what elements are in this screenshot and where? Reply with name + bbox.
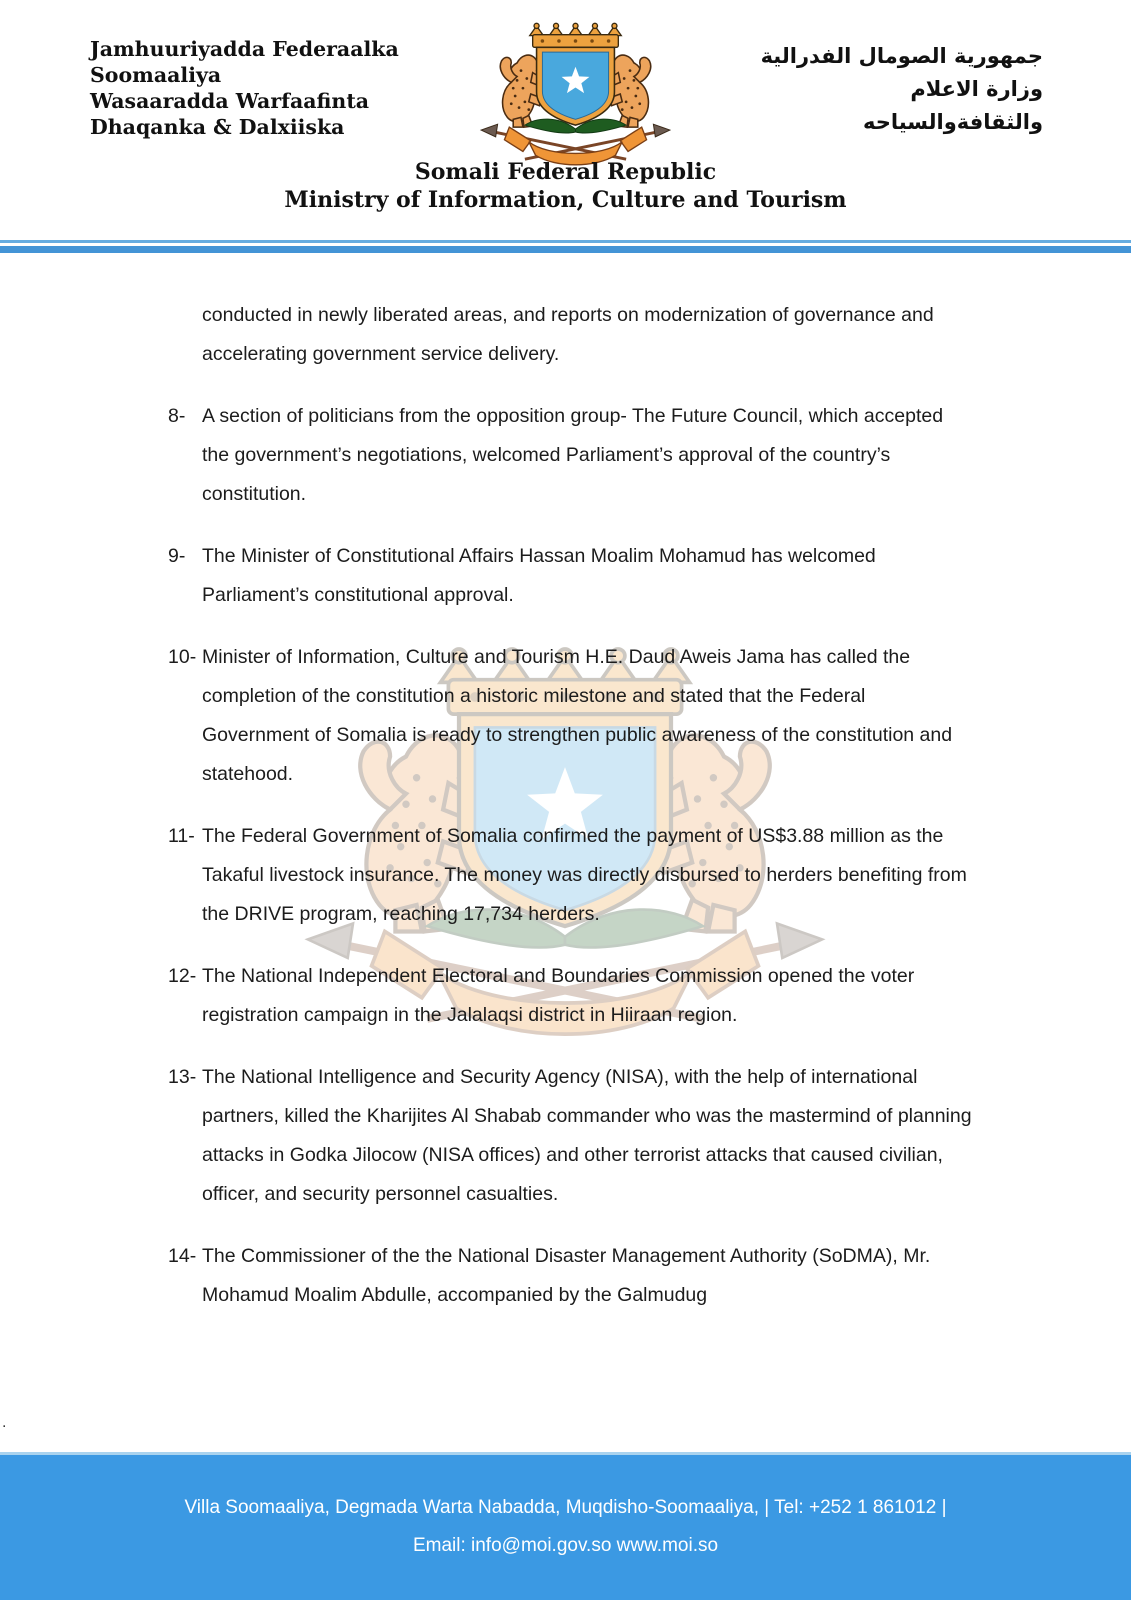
header-arabic-block xyxy=(683,40,1043,139)
paragraph-continuation xyxy=(168,296,972,374)
header-divider-rule xyxy=(0,240,1131,253)
list-number: 9- xyxy=(168,545,186,567)
footer-contact-line: Email: info@moi.gov.so www.moi.so xyxy=(412,1535,719,1556)
list-item-8 xyxy=(168,397,972,514)
paragraph-text: The Minister of Constitutional Affairs Hassan Moalim Mohamud has welcomed Parliament’s constitutional approval. xyxy=(202,545,876,606)
list-number: 12- xyxy=(168,965,197,987)
divider-thick-line xyxy=(0,246,1131,253)
header-somali-line: Wasaaradda Warfaafinta xyxy=(90,89,370,113)
header-somali-line: Dhaqanka & Dalxiiska xyxy=(90,115,345,139)
paragraph-text: The Commissioner of the the National Disaster Management Authority (SoDMA), Mr. Mohamud Moalim Abdulle, accompanied by the Galmudug xyxy=(202,1245,931,1306)
list-number xyxy=(168,296,202,374)
title-republic: Somali Federal Republic xyxy=(414,159,717,185)
title-ministry: Ministry of Information, Culture and Tourism xyxy=(284,187,847,213)
list-item-11 xyxy=(168,817,972,934)
list-number: 8- xyxy=(168,405,186,427)
stray-period-mark: . xyxy=(2,1414,7,1431)
paragraph-text: Minister of Information, Culture and Tourism H.E. Daud Aweis Jama has called the completion of the constitution a historic milestone and stated that the Federal Government of Somalia is ready to strengthen public awareness of the constitution and statehood. xyxy=(202,646,953,785)
paragraph-text: The Federal Government of Somalia confirmed the payment of US$3.88 million as the Takaful livestock insurance. The money was directly disbursed to herders benefiting from the DRIVE program, reaching 17,734 herders. xyxy=(202,825,967,925)
header-somali-line: Soomaaliya xyxy=(90,63,222,87)
footer-address-line: Villa Soomaaliya, Degmada Warta Nabadda, Muqdisho-Soomaaliya, | Tel: +252 1 861012 | xyxy=(184,1497,947,1518)
header-arabic-line: جمهورية الصومال الفدرالية xyxy=(760,44,1043,68)
list-item-10 xyxy=(168,638,972,794)
paragraph-text: The National Independent Electoral and Boundaries Commission opened the voter registration campaign in the Jalalaqsi district in Hiiraan region. xyxy=(202,965,915,1026)
list-item-9 xyxy=(168,537,972,615)
header-arabic-line: وزارة الاعلام xyxy=(910,77,1043,101)
list-number: 11- xyxy=(168,825,195,847)
list-number: 14- xyxy=(168,1245,197,1267)
paragraph-text: conducted in newly liberated areas, and reports on modernization of governance and accelerating government service delivery. xyxy=(202,304,934,365)
header-somali-line: Jamhuuriyadda Federaalka xyxy=(90,37,399,61)
list-number: 13- xyxy=(168,1066,197,1088)
header-arabic-line: والثقافةوالسياحه xyxy=(862,110,1043,134)
header-somali-block xyxy=(90,36,450,140)
list-item-12 xyxy=(168,957,972,1035)
coat-of-arms-icon xyxy=(478,22,673,168)
list-item-13 xyxy=(168,1058,972,1214)
paragraph-text: A section of politicians from the opposition group- The Future Council, which accepted the government’s negotiations, welcomed Parliament’s approval of the country’s constitution. xyxy=(202,405,944,505)
paragraph-text: The National Intelligence and Security Agency (NISA), with the help of international partners, killed the Kharijites Al Shabab commander who was the mastermind of planning attacks in Godka Jilocow (NISA offices) and other terrorist attacks that caused civilian, officer, and security personnel casualties. xyxy=(202,1066,972,1205)
list-item-14 xyxy=(168,1237,972,1315)
footer-bar xyxy=(0,1452,1131,1600)
document-body xyxy=(168,296,972,1338)
list-number: 10- xyxy=(168,646,197,668)
